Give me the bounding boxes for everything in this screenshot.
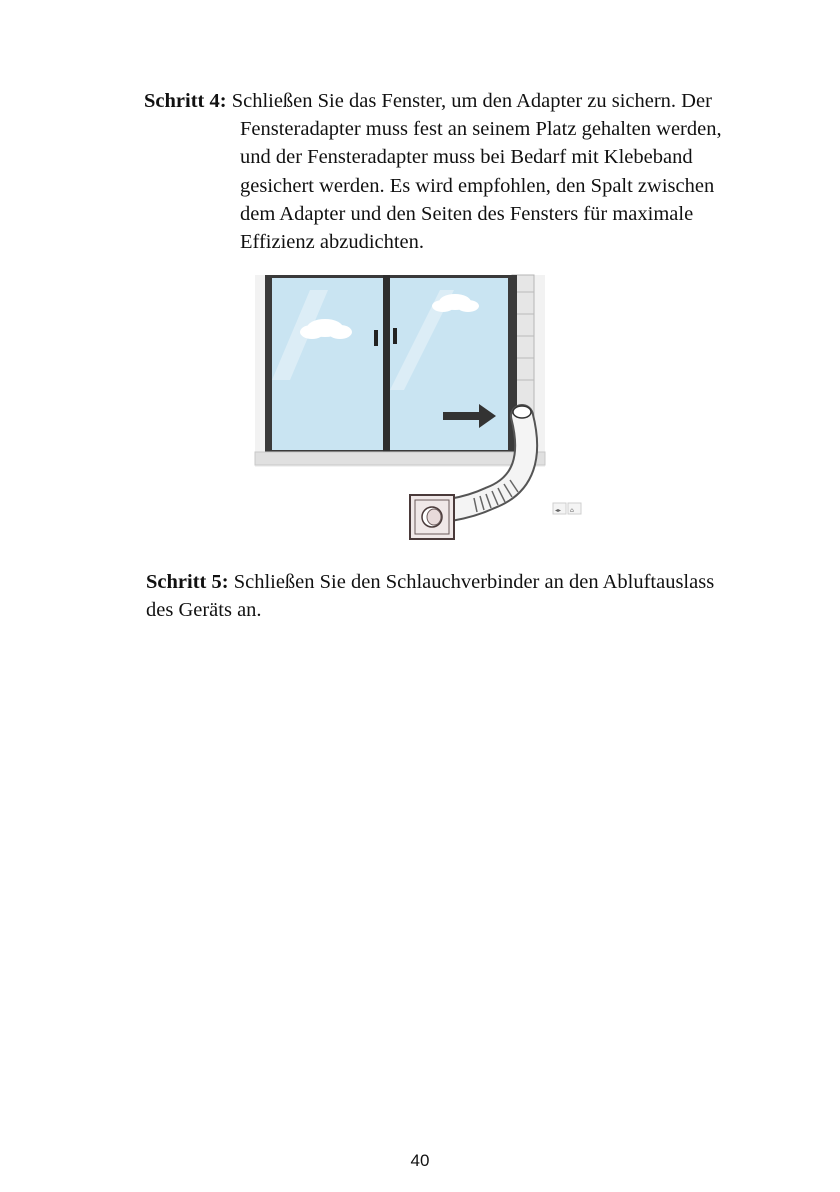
step-4-block <box>144 87 764 256</box>
step-4-line-5: dem Adapter und den Seiten des Fensters für maximale <box>240 202 694 225</box>
svg-text:⌂: ⌂ <box>570 507 574 514</box>
step-5-label: Schritt 5: <box>146 571 229 593</box>
step-5-line-2: des Geräts an. <box>146 599 262 622</box>
step-4-line-1: Schließen Sie das Fenster, um den Adapter zu sichern. Der <box>231 90 712 112</box>
hose-connector-icon <box>410 495 454 539</box>
step-4-line-2: Fensteradapter muss fest an seinem Platz gehalten werden, <box>240 118 722 141</box>
window-sill <box>255 452 545 465</box>
small-symbol-icon <box>553 503 581 514</box>
step-5-line-1: Schließen Sie den Schlauchverbinder an den Abluftauslass <box>233 571 715 593</box>
window-adapter-illustration <box>250 270 590 550</box>
step-4-line-3: und der Fensteradapter muss bei Bedarf mit Klebeband <box>240 146 693 169</box>
page-number: 40 <box>410 1151 430 1170</box>
window-handle-icon <box>374 330 378 346</box>
step-4-label: Schritt 4: <box>144 90 227 112</box>
step-5-block <box>146 568 766 624</box>
step-4-line-6: Effizienz abzudichten. <box>240 231 425 254</box>
svg-text:◂▸: ◂▸ <box>555 507 562 514</box>
step-4-line-4: gesichert werden. Es wird empfohlen, den Spalt zwischen <box>240 174 715 197</box>
